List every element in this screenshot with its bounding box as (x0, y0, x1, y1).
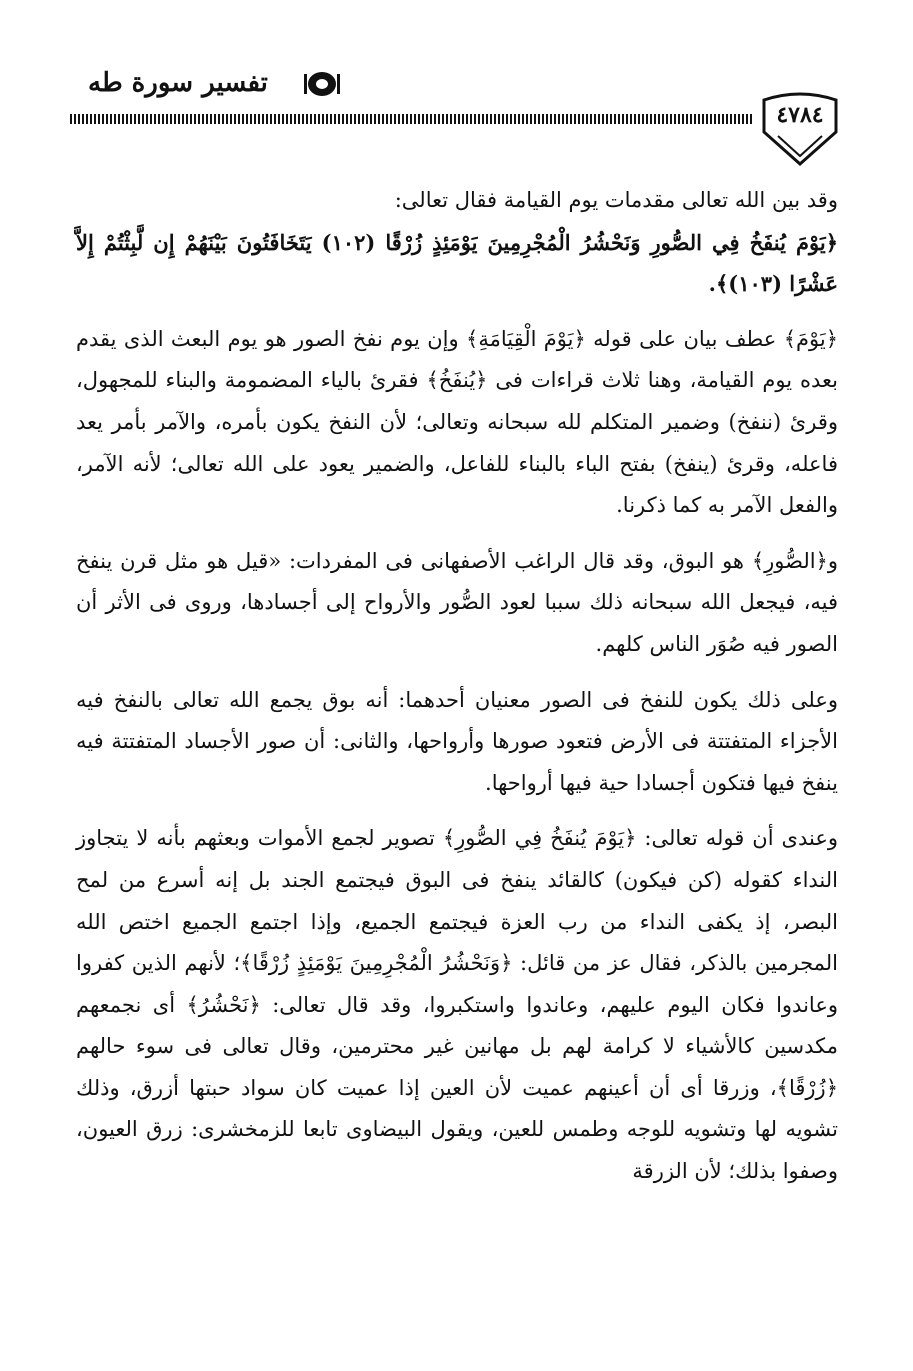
paragraph: وقد بين الله تعالى مقدمات يوم القيامة فقال تعالى: (394, 188, 838, 212)
header-ornament-icon (302, 70, 342, 98)
paragraph: ﴿يَوْمَ﴾ عطف بيان على قوله ﴿يَوْمَ الْقِيَامَةِ﴾ وإن يوم نفخ الصور هو يوم البعث الذى يقدم بعده يوم القيامة، وهنا ثلاث قراءات فى ﴿يُنفَخُ﴾ فقرئ بالياء المضمومة والبناء للمجهول، وقرئ (ننفخ) وضمير المتكلم لله سبحانه وتعالى؛ لأن النفخ يكون بأمره، والآمر بأمر يعد فاعله، وقرئ (ينفخ) بفتح الباء بالبناء للفاعل، والضمير يعود على الله تعالى؛ لأنه الآمر، والفعل الآمر به كما ذكرنا. (76, 326, 838, 518)
header-rule (70, 114, 754, 124)
running-title: تفسير سورة طه (88, 68, 268, 98)
page-number: ٤٧٨٤ (776, 102, 824, 128)
paragraph: وعلى ذلك يكون للنفخ فى الصور معنيان أحدهما: أنه بوق يجمع الله تعالى بالنفخ فيه الأجزاء المتفتتة فى الأرض فتعود صورها وأرواحها، والثانى: أن صور الأجساد المتفتتة فيه ينفخ فيها فتكون أجسادا حية فيها أرواحها. (76, 687, 838, 795)
page-number-box (754, 92, 846, 168)
text-body (76, 180, 838, 1207)
paragraph: وعندى أن قوله تعالى: ﴿يَوْمَ يُنفَخُ فِي الصُّورِ﴾ تصوير لجمع الأموات وبعثهم بأنه لا يتجاوز النداء كقوله (كن فيكون) كالقائد ينفخ فى البوق فيجتمع الجند بل إنه أسرع من لمح البصر، إذ يكفى النداء من رب العزة فيجتمع الجميع، وإذا اجتمع الجميع اختص الله المجرمين بالذكر، فقال عز من قائل: ﴿وَنَحْشُرُ الْمُجْرِمِينَ يَوْمَئِذٍ زُرْقًا﴾؛ لأنهم الذين كفروا وعاندوا فكان اليوم عليهم، وعاندوا واستكبروا، وقد قال تعالى: ﴿نَحْشُرُ﴾ أى نجمعهم مكدسين كالأشياء لا كرامة لهم بل مهانين غير محترمين، وقال تعالى فى سوء حالهم ﴿زُرْقًا﴾، وزرقا أى أن أعينهم عميت لأن العين إذا عميت كان سواد حبتها أزرق، وذلك تشويه لها وتشويه للوجه وطمس للعين، ويقول البيضاوى تابعا للزمخشرى: زرق العيون، وصفوا بذلك؛ لأن الزرقة (76, 826, 838, 1184)
page-header (70, 60, 845, 170)
paragraph: و﴿الصُّورِ﴾ هو البوق، وقد قال الراغب الأصفهانى فى المفردات: «قيل هو مثل قرن ينفخ فيه، فيجعل الله سبحانه ذلك سببا لعود الصُّور والأرواح إلى أجسادها، وروى فى الأثر أن الصور فيه صُوَر الناس كلهم. (76, 548, 838, 656)
quran-verse: ﴿يَوْمَ يُنفَخُ فِي الصُّورِ وَنَحْشُرُ الْمُجْرِمِينَ يَوْمَئِذٍ زُرْقًا (١٠٢) يَتَخَافَتُونَ بَيْنَهُمْ إِن لَّبِثْتُمْ إِلاَّ عَشْرًا (١٠٣)﴾. (76, 229, 838, 297)
